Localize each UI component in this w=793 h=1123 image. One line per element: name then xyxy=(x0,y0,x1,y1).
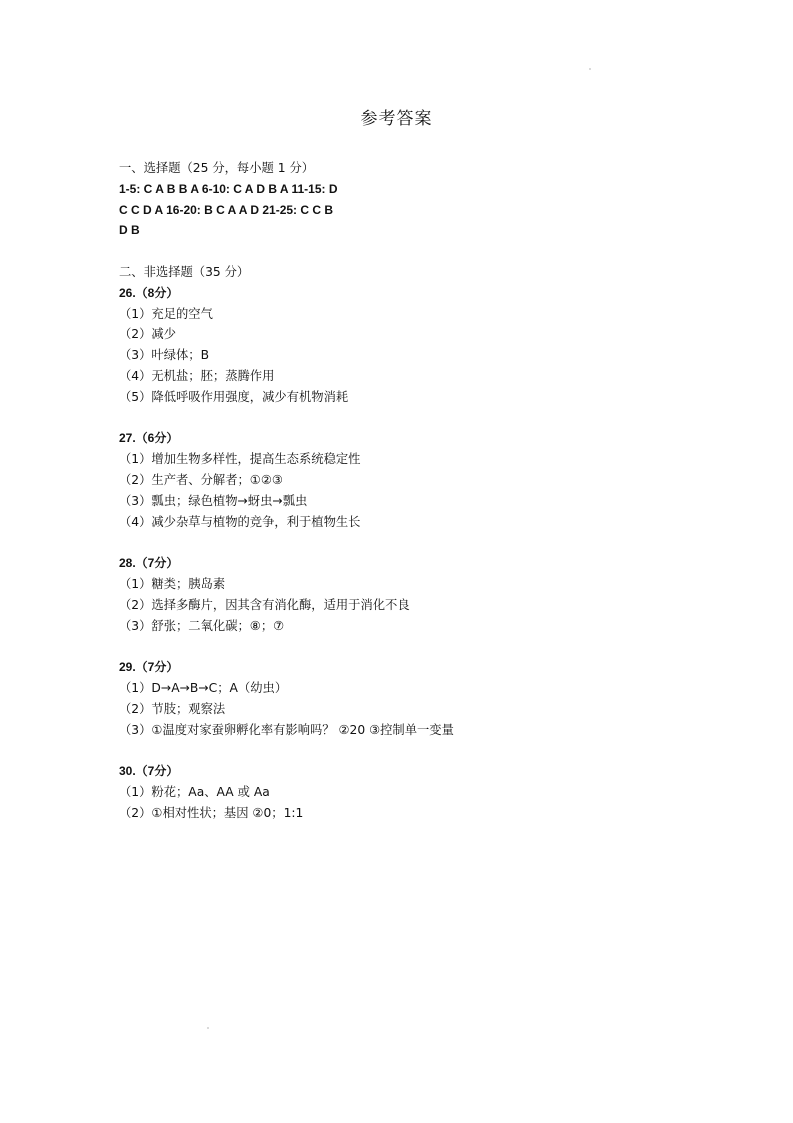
q28-item-2: （2）选择多酶片，因其含有消化酶，适用于消化不良 xyxy=(119,597,410,612)
q26-item-2: （2）减少 xyxy=(119,327,177,342)
spacer xyxy=(119,241,679,262)
q29-item-1: （1）D→A→B→C；A（幼虫） xyxy=(119,680,288,695)
page-title: 参考答案 xyxy=(360,109,433,129)
choice-answers-line-3: D B xyxy=(119,223,140,238)
q26-item-5: （5）降低呼吸作用强度，减少有机物消耗 xyxy=(119,389,349,404)
spacer xyxy=(119,532,679,553)
q26-item-1: （1）充足的空气 xyxy=(119,306,213,321)
q28-item-1: （1）糖类；胰岛素 xyxy=(119,576,226,591)
spacer xyxy=(119,636,679,657)
q27-heading: 27.（6分） xyxy=(119,431,179,446)
q27-item-3: （3）瓢虫；绿色植物→蚜虫→瓢虫 xyxy=(119,493,308,508)
q29-item-3: （3）①温度对家蚕卵孵化率有影响吗？ ②20 ③控制单一变量 xyxy=(119,722,454,737)
section2-heading: 二、非选择题（35 分） xyxy=(119,264,250,279)
choice-answers-line-1: 1-5: C A B B A 6-10: C A D B A 11-15: D xyxy=(119,181,338,196)
answer-content xyxy=(119,158,679,824)
q28-heading: 28.（7分） xyxy=(119,556,179,571)
q26-heading: 26.（8分） xyxy=(119,285,179,300)
q27-item-2: （2）生产者、分解者；①②③ xyxy=(119,472,283,487)
q27-item-1: （1）增加生物多样性，提高生态系统稳定性 xyxy=(119,452,361,467)
q27-item-4: （4）减少杂草与植物的竞争，利于植物生长 xyxy=(119,514,361,529)
q26-item-4: （4）无机盐；胚；蒸腾作用 xyxy=(119,368,275,383)
q26-item-3: （3）叶绿体；B xyxy=(119,348,210,363)
q30-item-2: （2）①相对性状；基因 ②0；1:1 xyxy=(119,805,304,820)
section1-heading: 一、选择题（25 分，每小题 1 分） xyxy=(119,161,315,175)
scan-speck xyxy=(589,68,591,70)
spacer xyxy=(119,740,679,761)
scan-speck xyxy=(207,1027,209,1029)
choice-answers-line-2: C C D A 16-20: B C A A D 21-25: C C B xyxy=(119,202,334,217)
q29-heading: 29.（7分） xyxy=(119,660,179,675)
q30-heading: 30.（7分） xyxy=(119,764,179,779)
q28-item-3: （3）舒张；二氧化碳；⑧；⑦ xyxy=(119,618,285,633)
q30-item-1: （1）粉花；Aa、AA 或 Aa xyxy=(119,784,270,799)
spacer xyxy=(119,408,679,429)
q29-item-2: （2）节肢；观察法 xyxy=(119,701,226,716)
